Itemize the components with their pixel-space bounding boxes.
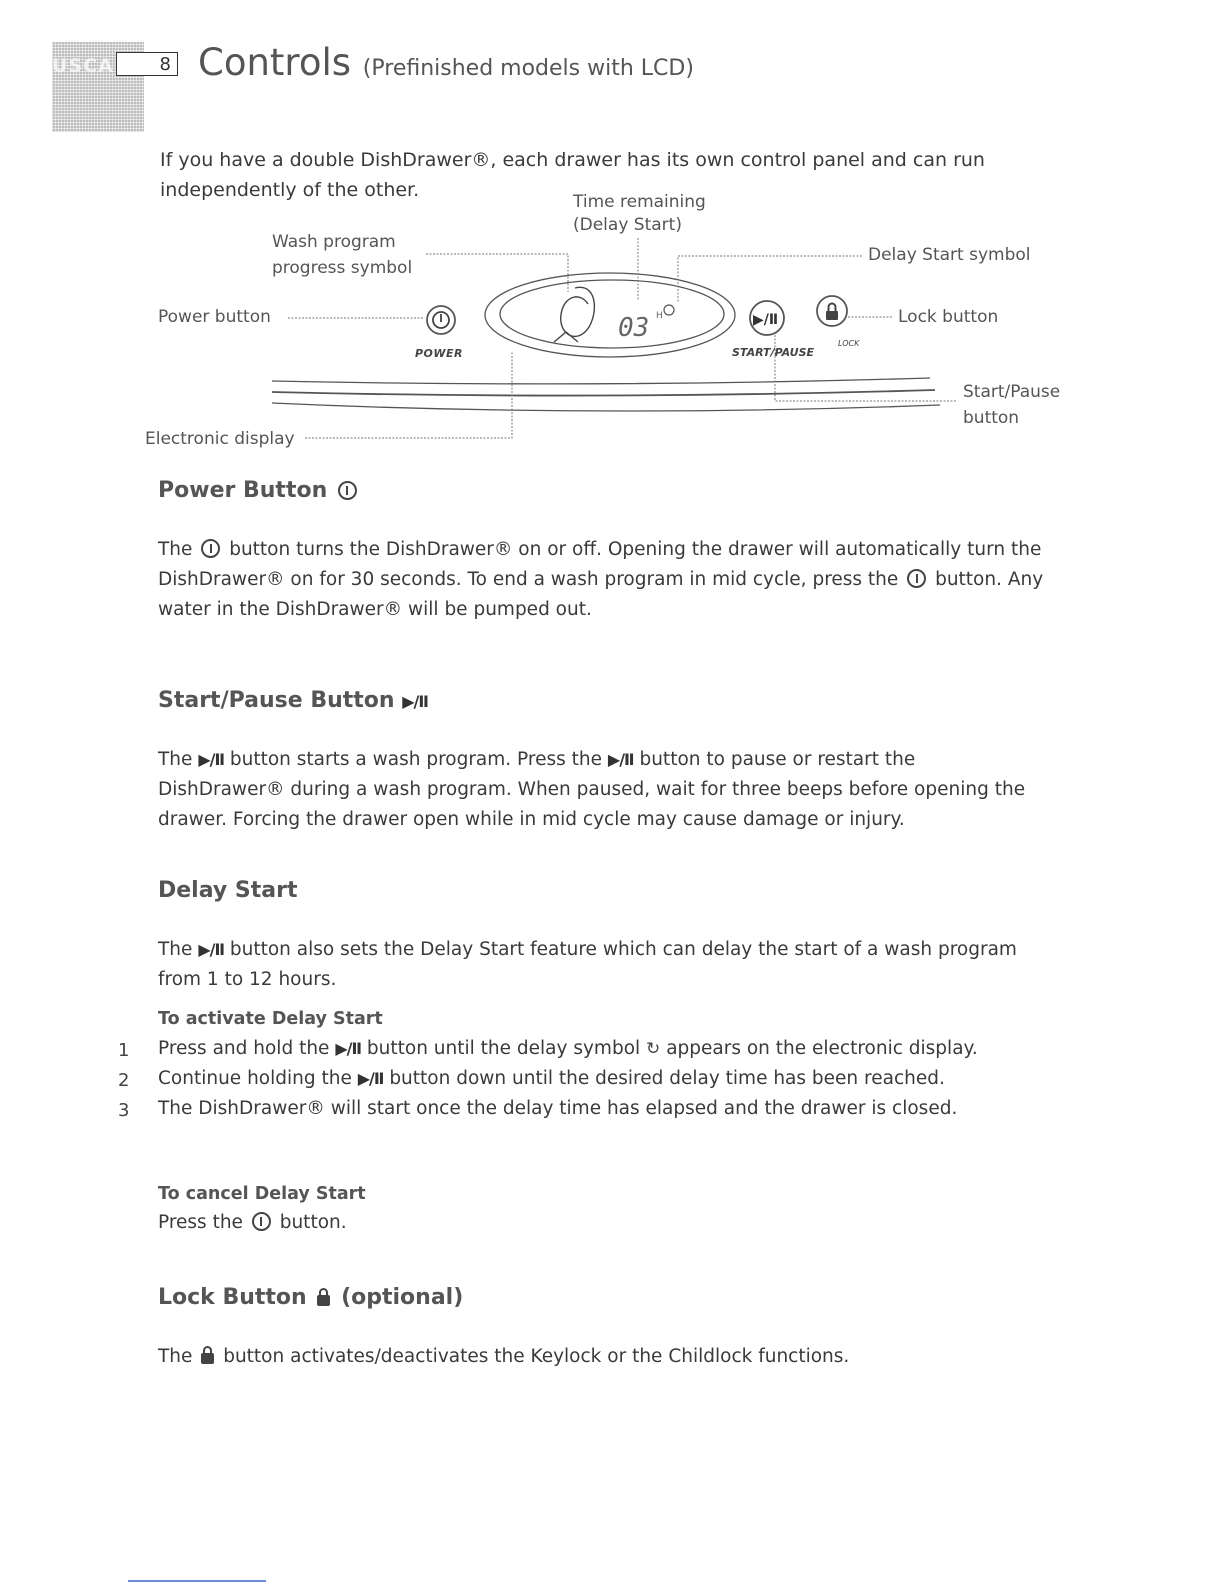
start-pause-line-1: [158, 745, 1098, 775]
display-outer-ring: [485, 273, 735, 357]
start-pause-icon: ▶/Ⅱ: [357, 1069, 384, 1088]
label-wash-program-2: progress symbol: [272, 258, 413, 278]
step-2-number: 2: [118, 1070, 130, 1091]
delay-text: The: [158, 939, 193, 960]
power-icon: [338, 481, 357, 500]
delay-start-small-icon: [664, 305, 674, 315]
power-icon: [433, 312, 449, 328]
cancel-delay-heading: To cancel Delay Start: [158, 1184, 366, 1204]
lock-icon: [201, 1353, 214, 1364]
label-power-button: Power button: [158, 307, 271, 327]
start-pause-paragraph: [158, 745, 1098, 835]
sp-text: button starts a wash program. Press the: [229, 749, 602, 770]
wash-progress-icon: [554, 287, 594, 342]
power-icon: [201, 539, 220, 558]
start-pause-icon: ▶/Ⅱ: [198, 750, 224, 769]
power-text: DishDrawer® on for 30 seconds. To end a wash program in mid cycle, press the: [158, 569, 899, 590]
label-electronic-display: Electronic display: [145, 429, 295, 449]
step-text: appears on the electronic display.: [666, 1038, 978, 1059]
step-1-number: 1: [118, 1040, 130, 1061]
sp-text: button to pause or restart the: [639, 749, 916, 770]
step-3-text: The DishDrawer® will start once the delay time has elapsed and the drawer is closed.: [158, 1098, 958, 1119]
lock-icon: [826, 304, 838, 321]
label-delay-start-symbol: Delay Start symbol: [868, 245, 1031, 265]
intro-paragraph: If you have a double DishDrawer®, each drawer has its own control panel and can run independently of the other.: [160, 149, 985, 201]
power-heading-text: Power Button: [158, 478, 328, 503]
panel-edge-bottom: [272, 403, 940, 411]
lock-section-heading: [158, 1285, 463, 1310]
start-pause-icon: ▶/Ⅱ: [198, 940, 224, 959]
delay-text: button also sets the Delay Start feature which can delay the start of a wash program: [229, 939, 1017, 960]
start-pause-section-heading: [158, 688, 428, 713]
label-start-pause-1: Start/Pause: [963, 382, 1061, 402]
step-text: button until the delay symbol: [366, 1038, 641, 1059]
power-text: button. Any: [935, 569, 1044, 590]
step-3-number: 3: [118, 1100, 130, 1121]
label-time-remaining-2: (Delay Start): [573, 215, 682, 235]
power-icon: [252, 1212, 271, 1231]
sp-text: The: [158, 749, 193, 770]
step-1-text: [158, 1038, 978, 1059]
caption-power: POWER: [415, 347, 464, 360]
delay-line-1: [158, 935, 1098, 965]
start-pause-heading-text: Start/Pause Button: [158, 688, 395, 713]
start-pause-icon: ▶/Ⅱ: [335, 1039, 362, 1058]
panel-edge-top: [272, 378, 930, 384]
start-pause-icon: ▶/Ⅱ: [753, 312, 779, 328]
start-pause-line-2: DishDrawer® during a wash program. When paused, wait for three beeps before opening the: [158, 779, 1026, 800]
power-text: button turns the DishDrawer® on or off. Opening the drawer will automatically turn the: [229, 539, 1042, 560]
page-title-main: Controls: [198, 41, 352, 84]
lock-text: button activates/deactivates the Keylock or the Childlock functions.: [223, 1346, 850, 1367]
panel-edge-mid: [272, 390, 935, 396]
step-text: Continue holding the: [158, 1068, 352, 1089]
cancel-text: button.: [279, 1212, 347, 1233]
start-pause-line-3: drawer. Forcing the drawer open while in mid cycle may cause damage or injury.: [158, 809, 905, 830]
delay-icon: ↻: [646, 1039, 661, 1059]
page-number: 8: [116, 52, 178, 76]
caption-start-pause: START/PAUSE: [732, 346, 815, 359]
lock-icon: [317, 1295, 330, 1306]
power-section-heading: [158, 478, 360, 503]
bottom-rule: [128, 1580, 266, 1582]
start-pause-icon: ▶/Ⅱ: [402, 692, 428, 711]
step-2-text: [158, 1068, 945, 1089]
display-unit: H: [656, 311, 663, 321]
label-wash-program-1: Wash program: [272, 232, 396, 252]
lock-heading-optional: (optional): [341, 1285, 464, 1310]
power-icon: [907, 569, 926, 588]
lock-paragraph: [158, 1342, 1098, 1372]
label-lock-button: Lock button: [898, 307, 999, 327]
step-text: Press and hold the: [158, 1038, 330, 1059]
cancel-delay-text: [158, 1212, 347, 1233]
power-line-2: [158, 565, 1098, 595]
start-pause-icon: ▶/Ⅱ: [607, 750, 634, 769]
region-code: USCA: [52, 55, 114, 77]
label-start-pause-2: button: [963, 408, 1020, 428]
activate-delay-heading: To activate Delay Start: [158, 1009, 383, 1029]
lock-text: The: [158, 1346, 193, 1367]
power-text: The: [158, 539, 193, 560]
step-text: button down until the desired delay time has been reached.: [389, 1068, 945, 1089]
cancel-text: Press the: [158, 1212, 243, 1233]
label-time-remaining-1: Time remaining: [573, 192, 706, 212]
delay-start-paragraph: [158, 935, 1098, 995]
display-inner-ring: [500, 280, 724, 348]
page-subtitle: (Prefinished models with LCD): [362, 56, 694, 81]
power-paragraph: [158, 535, 1098, 625]
caption-lock: LOCK: [838, 339, 860, 348]
delay-line-2: from 1 to 12 hours.: [158, 969, 337, 990]
delay-start-heading: Delay Start: [158, 878, 298, 903]
power-line-3: water in the DishDrawer® will be pumped out.: [158, 599, 592, 620]
power-line-1: [158, 535, 1098, 565]
lock-heading-text: Lock Button: [158, 1285, 307, 1310]
display-digits: 03: [618, 313, 650, 343]
